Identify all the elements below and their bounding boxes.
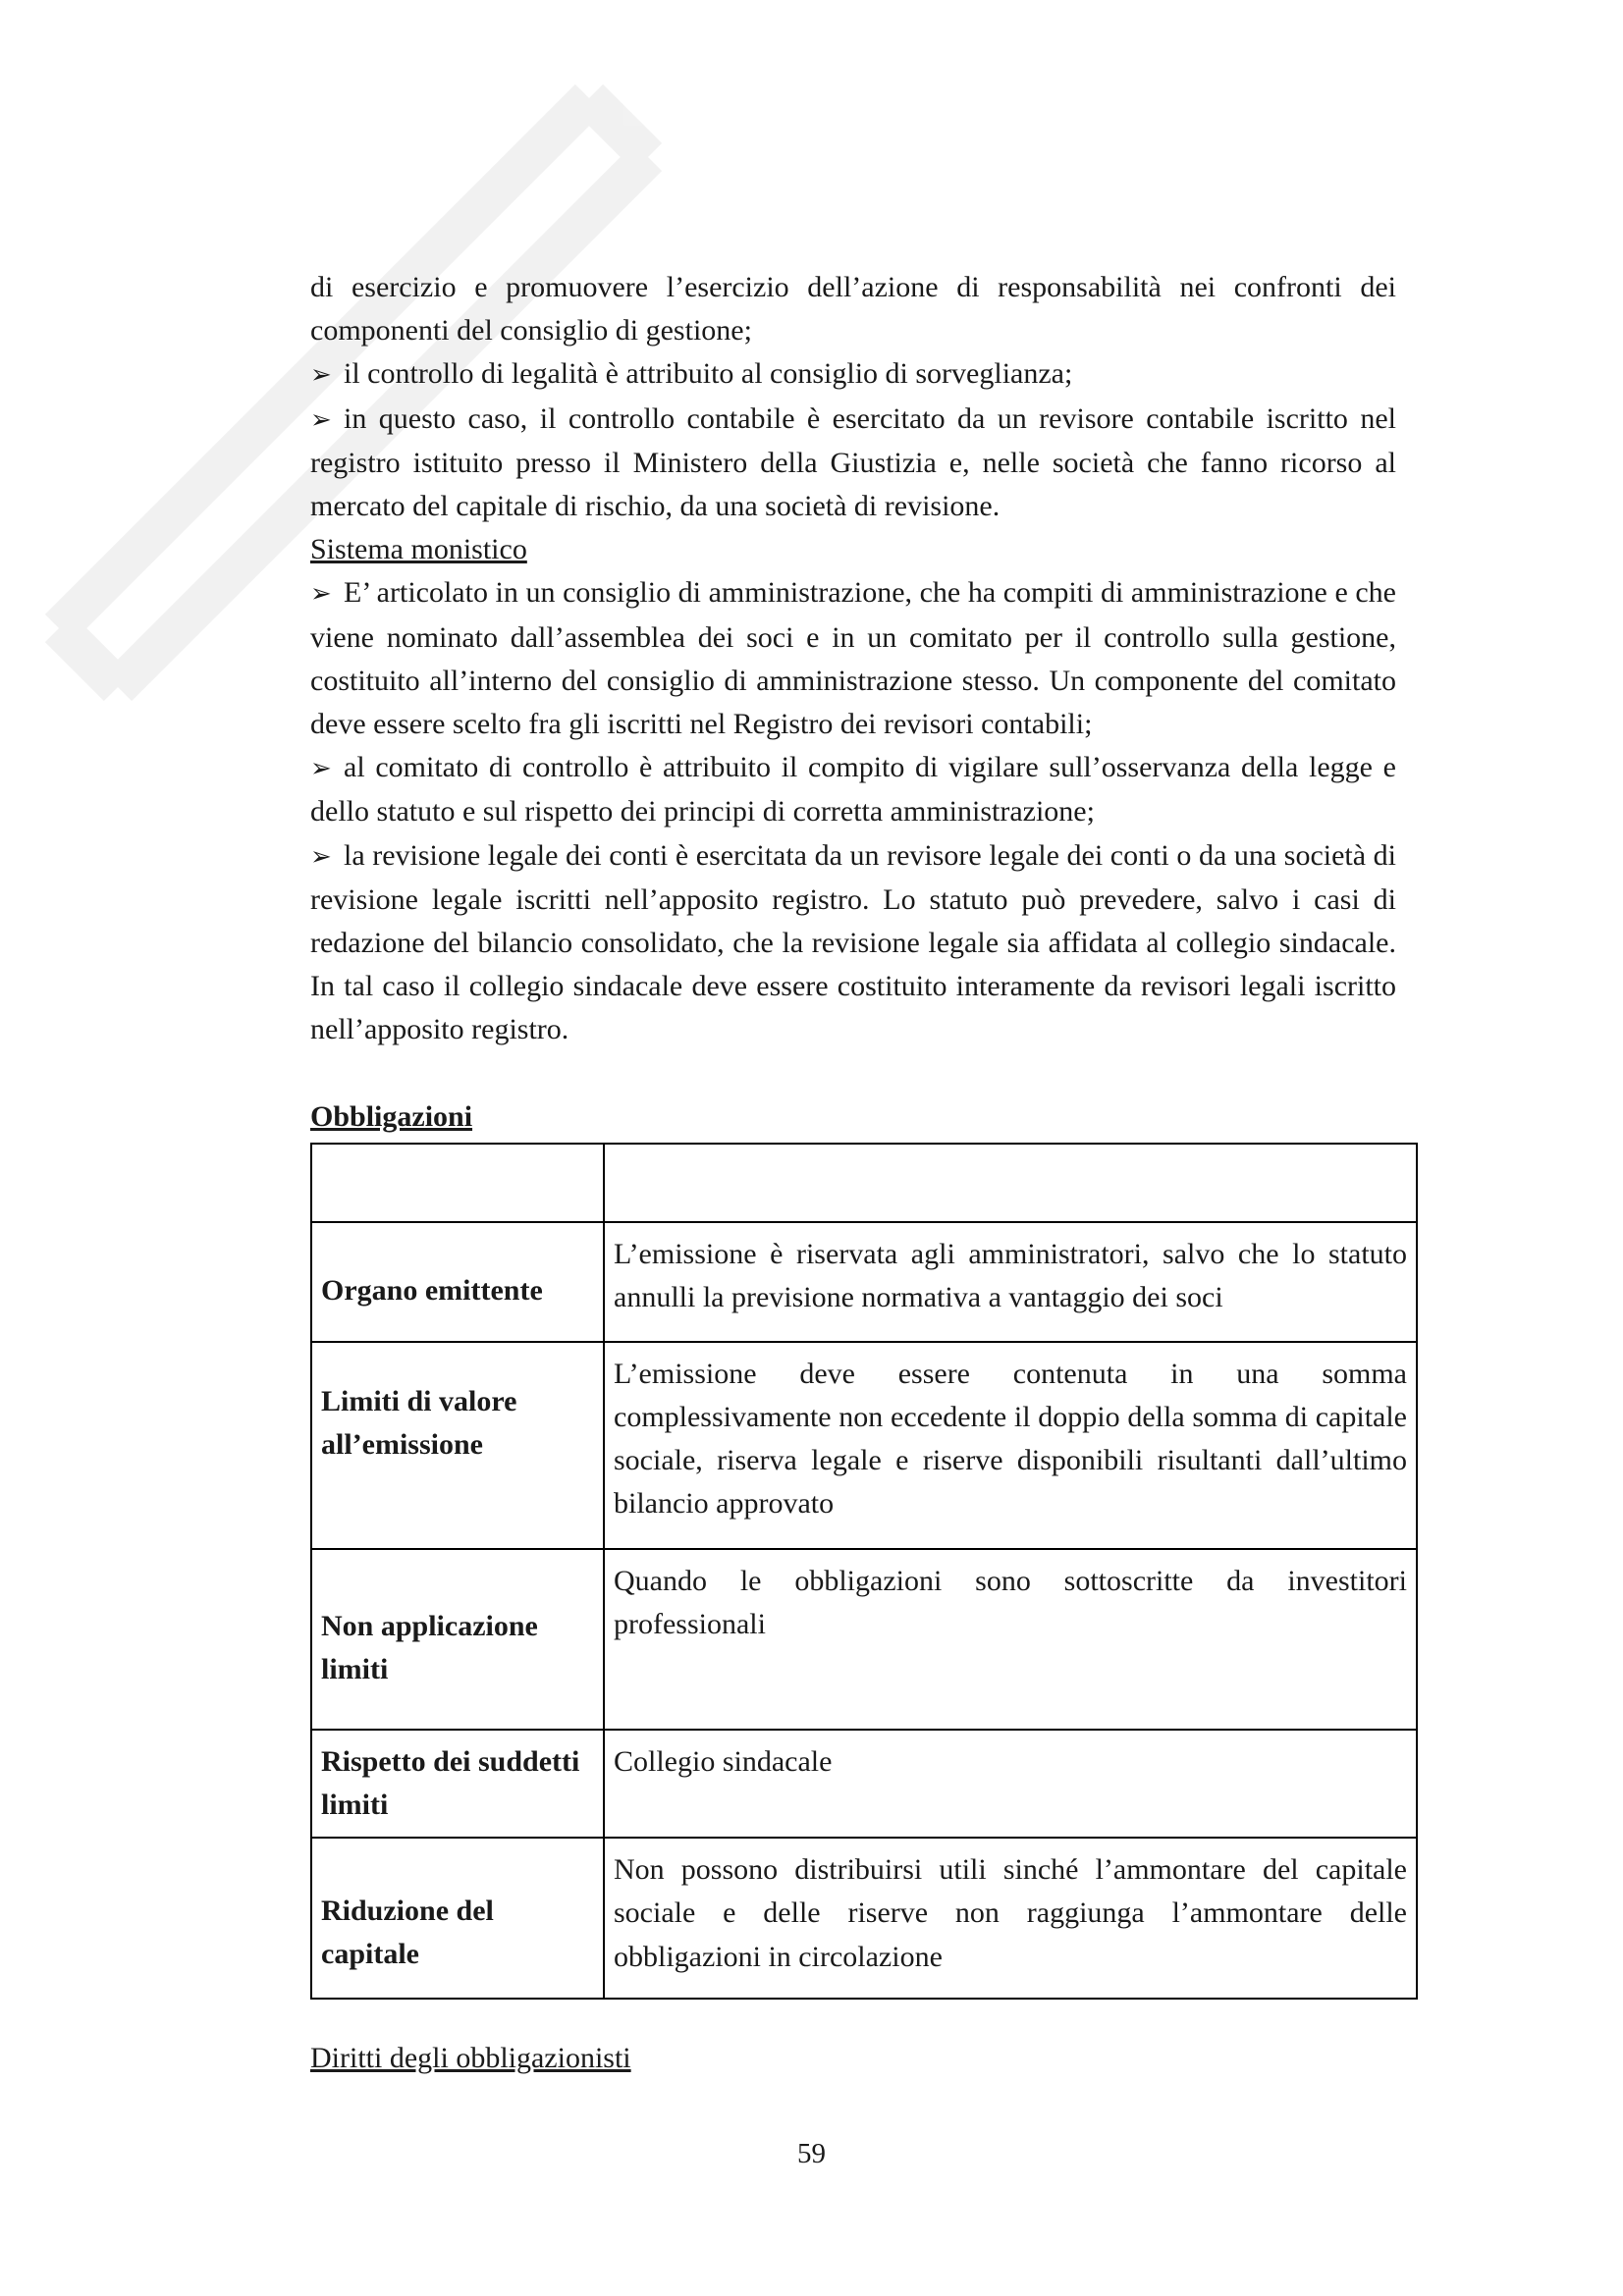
- document-body: [310, 266, 1407, 2080]
- row-label: Non applicazione limiti: [311, 1549, 604, 1730]
- arrow-bullet-icon: ➢: [310, 404, 332, 435]
- bonds-heading: Obbligazioni: [310, 1099, 473, 1133]
- table-row: [311, 1549, 1417, 1730]
- intro-bullet-1: [310, 352, 1396, 397]
- table-header-cell: [604, 1144, 1417, 1222]
- monistic-bullet-2-text: al comitato di controllo è attribuito il compito di vigilare sull’osservanza della legge e dello statuto e sul rispetto dei principi di corretta amministrazione;: [310, 751, 1396, 828]
- table-header-row: [311, 1144, 1417, 1222]
- table-row: [311, 1342, 1417, 1549]
- monistic-heading: Sistema monistico: [310, 533, 527, 566]
- table-header-cell: [311, 1144, 604, 1222]
- monistic-bullet-2: [310, 746, 1396, 833]
- monistic-bullet-1-text: E’ articolato in un consiglio di amministrazione, che ha compiti di amministrazione e che viene nominato dall’assemblea dei soci e in un comitato per il controllo sulla gestione, costituito all’interno del consiglio di amministrazione stesso. Un componente del comitato deve essere scelto fra gli iscritti nel Registro dei revisori contabili;: [310, 576, 1396, 741]
- arrow-bullet-icon: ➢: [310, 579, 332, 610]
- arrow-bullet-icon: ➢: [310, 754, 332, 784]
- intro-continuation: di esercizio e promuovere l’esercizio dell’azione di responsabilità nei confronti dei componenti del consiglio di gestione;: [310, 271, 1396, 347]
- arrow-bullet-icon: ➢: [310, 360, 332, 391]
- bonds-table: [310, 1143, 1418, 2000]
- bondholders-rights-heading: Diritti degli obbligazionisti: [310, 2042, 631, 2075]
- arrow-bullet-icon: ➢: [310, 841, 332, 872]
- row-label: Riduzione del capitale: [311, 1838, 604, 1999]
- row-value: Non possono distribuirsi utili sinché l’ammontare del capitale sociale e delle riserve non raggiunga l’ammontare delle obbligazioni in circolazione: [604, 1838, 1417, 1999]
- page-number: 59: [797, 2138, 826, 2169]
- row-label: Limiti di valore all’emissione: [311, 1342, 604, 1549]
- table-row: [311, 1730, 1417, 1838]
- monistic-bullet-3: [310, 834, 1396, 1052]
- row-label: Rispetto dei suddetti limiti: [311, 1730, 604, 1838]
- monistic-bullet-1: [310, 571, 1396, 746]
- row-value: L’emissione deve essere contenuta in una somma complessivamente non eccedente il doppio della somma di capitale sociale, riserva legale e riserve disponibili risultanti dall’ultimo bilancio approvato: [604, 1342, 1417, 1549]
- intro-bullet-2-text: in questo caso, il controllo contabile è esercitato da un revisore contabile iscritto nel registro istituito presso il Ministero della Giustizia e, nelle società che fanno ricorso al mercato del capitale di rischio, da una società di revisione.: [310, 401, 1396, 523]
- row-value: L’emissione è riservata agli amministratori, salvo che lo statuto annulli la previsione normativa a vantaggio dei soci: [604, 1222, 1417, 1342]
- table-row: [311, 1838, 1417, 1999]
- intro-bullet-2: [310, 398, 1396, 529]
- monistic-bullet-3-text: la revisione legale dei conti è esercitata da un revisore legale dei conti o da una società di revisione legale iscritti nell’apposito registro. Lo statuto può prevedere, salvo i casi di redazione del bilancio consolidato, che la revisione legale sia affidata al collegio sindacale. In tal caso il collegio sindacale deve essere costituito interamente da revisori legali iscritto nell’apposito registro.: [310, 838, 1396, 1046]
- row-value: Collegio sindacale: [604, 1730, 1417, 1838]
- intro-bullet-1-text: il controllo di legalità è attribuito al consiglio di sorveglianza;: [344, 357, 1073, 391]
- table-row: [311, 1222, 1417, 1342]
- row-label: Organo emittente: [311, 1222, 604, 1342]
- row-value: Quando le obbligazioni sono sottoscritte da investitori professionali: [604, 1549, 1417, 1730]
